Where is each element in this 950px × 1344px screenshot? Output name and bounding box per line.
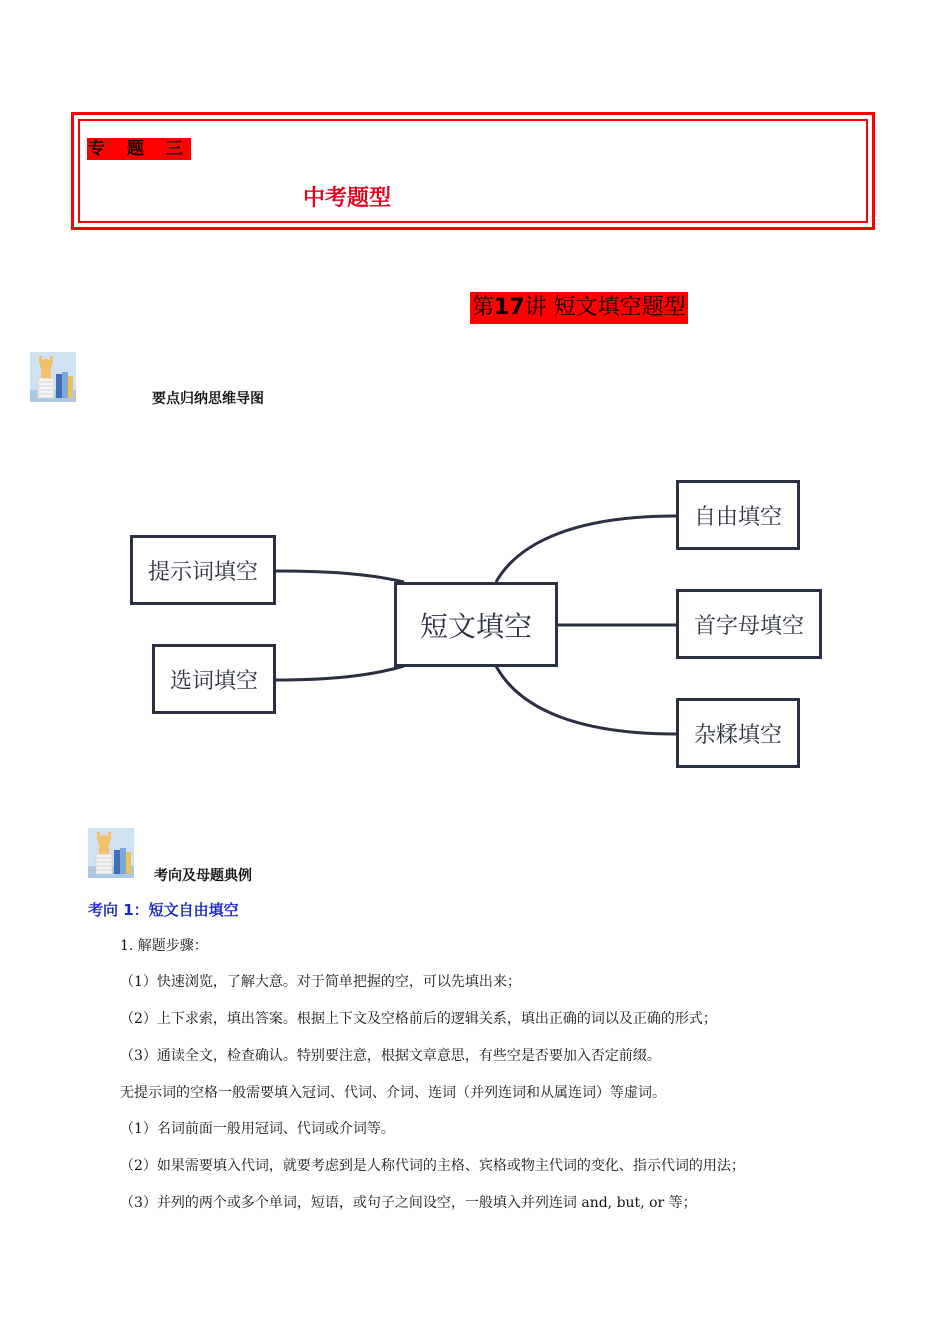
mindmap-center-node: 短文填空 (394, 582, 558, 667)
direction-1-title: 考向 1：短文自由填空 (88, 901, 239, 919)
body-line: （2）上下求索，填出答案。根据上下文及空格前后的逻辑关系，填出正确的词以及正确的形式； (120, 1011, 717, 1027)
mindmap-node-word-choice: 选词填空 (152, 644, 276, 714)
exam-type-title: 中考题型 (303, 186, 392, 211)
books-figure-icon (30, 352, 76, 402)
body-line: （2）如果需要填入代词，就要考虑到是人称代词的主格、宾格或物主代词的变化、指示代词的用法； (120, 1158, 745, 1174)
section-heading-examples: 考向及母题典例 (154, 868, 252, 884)
lecture-suffix: 讲 短文填空题型 (524, 295, 686, 320)
lecture-title (470, 292, 688, 324)
mindmap-node-initial-letter: 首字母填空 (676, 589, 822, 659)
mindmap-node-hint-word: 提示词填空 (130, 535, 276, 605)
books-figure-icon (88, 828, 134, 878)
body-line: （3）通读全文，检查确认。特别要注意，根据文章意思，有些空是否要加入否定前缀。 (120, 1048, 661, 1064)
mindmap-node-mixed: 杂糅填空 (676, 698, 800, 768)
connector-right-top (496, 516, 676, 582)
connector-left-bottom (276, 666, 404, 680)
header-frame-inner (78, 119, 868, 223)
lecture-prefix: 第 (472, 295, 495, 320)
body-line: （3）并列的两个或多个单词，短语，或句子之间设空，一般填入并列连词 and, but, or 等； (120, 1195, 697, 1211)
connector-left-top (276, 571, 404, 582)
topic-tag: 专 题 三 (88, 139, 191, 159)
section-heading-mindmap: 要点归纳思维导图 (152, 391, 264, 407)
body-line: 1. 解题步骤： (120, 938, 208, 954)
body-line: （1）名词前面一般用冠词、代词或介词等。 (120, 1121, 395, 1137)
lecture-number: 17 (494, 295, 525, 320)
body-line: （1）快速浏览，了解大意。对于简单把握的空，可以先填出来； (120, 974, 521, 990)
body-line: 无提示词的空格一般需要填入冠词、代词、介词、连词（并列连词和从属连词）等虚词。 (120, 1085, 666, 1101)
mindmap-node-free-fill: 自由填空 (676, 480, 800, 550)
connector-right-bottom (496, 666, 676, 734)
